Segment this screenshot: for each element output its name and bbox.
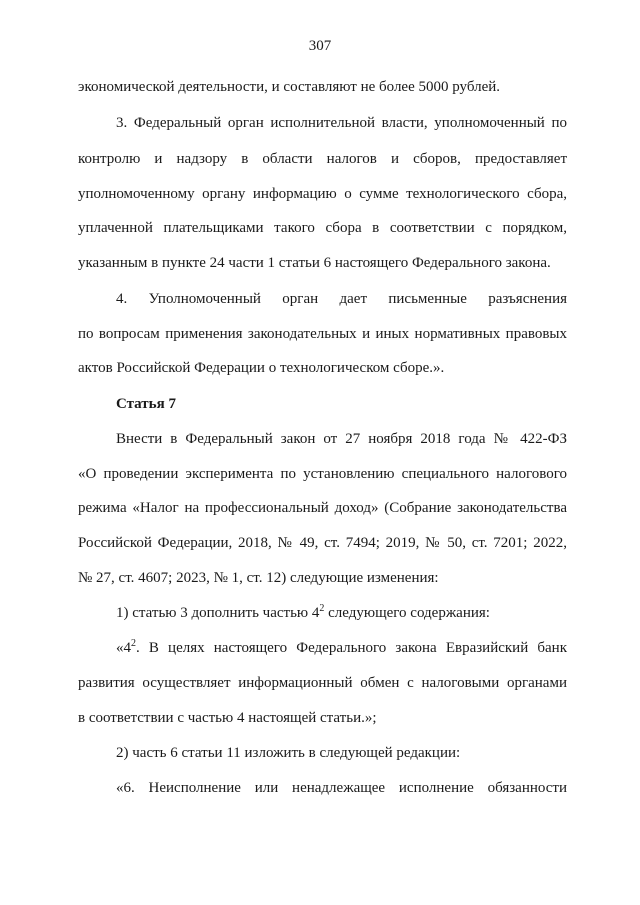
- paragraph-line: 4. Уполномоченный орган дает письменные разъяснения: [116, 291, 567, 307]
- article-heading: Статья 7: [116, 396, 176, 412]
- page-number: 307: [308, 38, 332, 54]
- line-text: . В целях настоящего Федерального закона Евразийский банк: [136, 640, 567, 656]
- paragraph-line: [116, 604, 490, 622]
- paragraph-line: в соответствии с частью 4 настоящей статьи.»;: [78, 710, 377, 726]
- paragraph-line: «О проведении эксперимента по установлению специального налогового: [78, 466, 567, 482]
- paragraph-line: № 27, ст. 4607; 2023, № 1, ст. 12) следующие изменения:: [78, 570, 439, 586]
- paragraph-line: уполномоченному органу информацию о сумме технологического сбора,: [78, 186, 567, 202]
- superscript: 2: [131, 638, 136, 649]
- line-text: следующего содержания:: [324, 605, 490, 621]
- paragraph-line: уплаченной плательщиками такого сбора в соответствии с порядком,: [78, 220, 567, 236]
- paragraph-line: [116, 639, 567, 657]
- paragraph-line: 3. Федеральный орган исполнительной власти, уполномоченный по: [116, 115, 567, 131]
- paragraph-line: Российской Федерации, 2018, № 49, ст. 7494; 2019, № 50, ст. 7201; 2022,: [78, 535, 567, 551]
- paragraph-line: экономической деятельности, и составляют не более 5000 рублей.: [78, 79, 501, 95]
- paragraph-line: контролю и надзору в области налогов и сборов, предоставляет: [78, 151, 567, 167]
- paragraph-line: указанным в пункте 24 части 1 статьи 6 настоящего Федерального закона.: [78, 255, 551, 271]
- line-text: «4: [116, 640, 131, 656]
- paragraph-line: по вопросам применения законодательных и иных нормативных правовых: [78, 326, 567, 342]
- paragraph-line: актов Российской Федерации о технологическом сборе.».: [78, 360, 445, 376]
- paragraph-line: «6. Неисполнение или ненадлежащее исполнение обязанности: [116, 780, 567, 796]
- paragraph-line: 2) часть 6 статьи 11 изложить в следующей редакции:: [116, 745, 461, 761]
- superscript: 2: [319, 603, 325, 614]
- paragraph-line: режима «Налог на профессиональный доход» (Собрание законодательства: [78, 500, 567, 516]
- paragraph-line: развития осуществляет информационный обмен с налоговыми органами: [78, 675, 567, 691]
- paragraph-line: Внести в Федеральный закон от 27 ноября 2018 года № 422-ФЗ: [116, 431, 567, 447]
- line-text: 1) статью 3 дополнить частью 4: [116, 605, 320, 621]
